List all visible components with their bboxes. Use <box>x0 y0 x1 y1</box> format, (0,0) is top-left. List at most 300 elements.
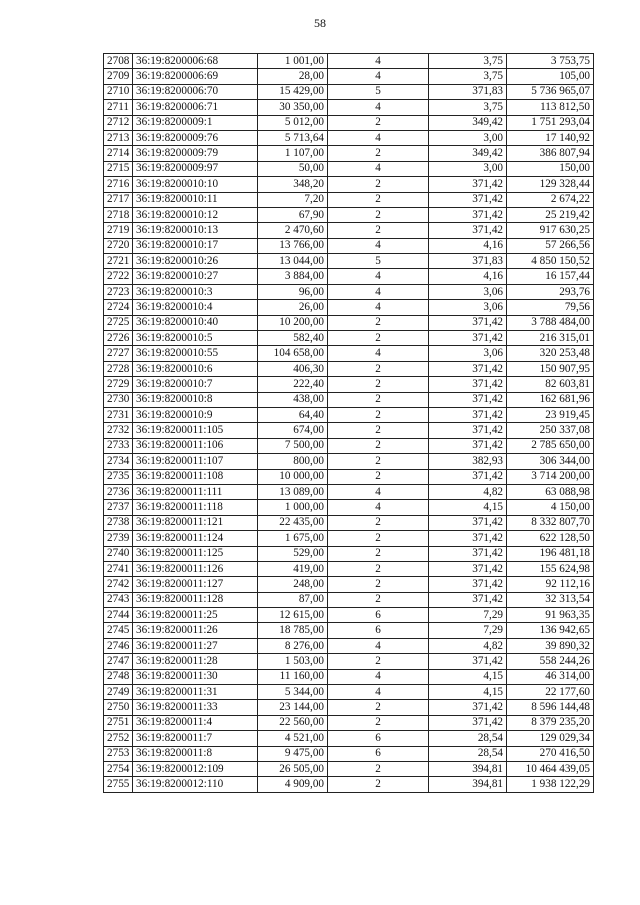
group-cell: 2 <box>328 392 429 407</box>
cadastral-number-cell: 36:19:8200011:111 <box>133 484 258 499</box>
cadastral-number-cell: 36:19:8200011:8 <box>133 746 258 761</box>
page-number: 58 <box>314 16 326 30</box>
area-cell: 222,40 <box>258 377 328 392</box>
table-row <box>104 315 594 330</box>
cadastral-number-cell: 36:19:8200011:124 <box>133 531 258 546</box>
specific-value-cell: 7,29 <box>429 608 507 623</box>
group-cell: 2 <box>328 361 429 376</box>
cadastral-value-cell: 293,76 <box>507 284 594 299</box>
specific-value-cell: 28,54 <box>429 746 507 761</box>
cadastral-value-cell: 57 266,56 <box>507 238 594 253</box>
area-cell: 13 766,00 <box>258 238 328 253</box>
cadastral-value-cell: 63 088,98 <box>507 484 594 499</box>
table-row <box>104 146 594 161</box>
cadastral-number-cell: 36:19:8200011:7 <box>133 731 258 746</box>
row-number-cell: 2711 <box>104 100 133 115</box>
area-cell: 1 675,00 <box>258 531 328 546</box>
group-cell: 2 <box>328 146 429 161</box>
group-cell: 2 <box>328 115 429 130</box>
area-cell: 3 884,00 <box>258 269 328 284</box>
specific-value-cell: 371,83 <box>429 254 507 269</box>
specific-value-cell: 371,42 <box>429 546 507 561</box>
cadastral-number-cell: 36:19:8200010:4 <box>133 300 258 315</box>
cadastral-number-cell: 36:19:8200010:17 <box>133 238 258 253</box>
group-cell: 2 <box>328 577 429 592</box>
specific-value-cell: 4,16 <box>429 269 507 284</box>
specific-value-cell: 349,42 <box>429 115 507 130</box>
specific-value-cell: 394,81 <box>429 777 507 792</box>
specific-value-cell: 371,42 <box>429 177 507 192</box>
table-row <box>104 438 594 453</box>
row-number-cell: 2738 <box>104 515 133 530</box>
area-cell: 22 435,00 <box>258 515 328 530</box>
area-cell: 1 001,00 <box>258 54 328 69</box>
cadastral-number-cell: 36:19:8200006:71 <box>133 100 258 115</box>
row-number-cell: 2748 <box>104 669 133 684</box>
cadastral-value-cell: 8 596 144,48 <box>507 700 594 715</box>
row-number-cell: 2743 <box>104 592 133 607</box>
row-number-cell: 2714 <box>104 146 133 161</box>
cadastral-number-cell: 36:19:8200010:5 <box>133 331 258 346</box>
row-number-cell: 2735 <box>104 469 133 484</box>
cadastral-number-cell: 36:19:8200011:28 <box>133 654 258 669</box>
specific-value-cell: 349,42 <box>429 146 507 161</box>
area-cell: 96,00 <box>258 284 328 299</box>
cadastral-value-cell: 917 630,25 <box>507 223 594 238</box>
group-cell: 2 <box>328 223 429 238</box>
cadastral-number-cell: 36:19:8200011:126 <box>133 561 258 576</box>
area-cell: 348,20 <box>258 177 328 192</box>
group-cell: 4 <box>328 54 429 69</box>
cadastral-number-cell: 36:19:8200011:121 <box>133 515 258 530</box>
cadastral-number-cell: 36:19:8200011:125 <box>133 546 258 561</box>
group-cell: 2 <box>328 715 429 730</box>
cadastral-number-cell: 36:19:8200011:118 <box>133 500 258 515</box>
group-cell: 2 <box>328 192 429 207</box>
cadastral-number-cell: 36:19:8200011:33 <box>133 700 258 715</box>
area-cell: 22 560,00 <box>258 715 328 730</box>
area-cell: 28,00 <box>258 69 328 84</box>
table-row <box>104 254 594 269</box>
specific-value-cell: 371,42 <box>429 438 507 453</box>
area-cell: 582,40 <box>258 331 328 346</box>
row-number-cell: 2737 <box>104 500 133 515</box>
specific-value-cell: 371,42 <box>429 715 507 730</box>
cadastral-value-cell: 155 624,98 <box>507 561 594 576</box>
group-cell: 2 <box>328 331 429 346</box>
cadastral-value-cell: 16 157,44 <box>507 269 594 284</box>
cadastral-value-cell: 3 753,75 <box>507 54 594 69</box>
table-row <box>104 608 594 623</box>
group-cell: 5 <box>328 84 429 99</box>
cadastral-number-cell: 36:19:8200011:107 <box>133 454 258 469</box>
area-cell: 23 144,00 <box>258 700 328 715</box>
area-cell: 419,00 <box>258 561 328 576</box>
group-cell: 2 <box>328 515 429 530</box>
cadastral-number-cell: 36:19:8200011:106 <box>133 438 258 453</box>
row-number-cell: 2716 <box>104 177 133 192</box>
cadastral-number-cell: 36:19:8200010:9 <box>133 407 258 422</box>
table-row <box>104 300 594 315</box>
group-cell: 2 <box>328 700 429 715</box>
area-cell: 26,00 <box>258 300 328 315</box>
table-row <box>104 531 594 546</box>
group-cell: 6 <box>328 746 429 761</box>
area-cell: 87,00 <box>258 592 328 607</box>
cadastral-number-cell: 36:19:8200010:10 <box>133 177 258 192</box>
table-row <box>104 69 594 84</box>
area-cell: 67,90 <box>258 207 328 222</box>
cadastral-value-cell: 4 150,00 <box>507 500 594 515</box>
area-cell: 1 000,00 <box>258 500 328 515</box>
specific-value-cell: 371,42 <box>429 515 507 530</box>
area-cell: 8 276,00 <box>258 638 328 653</box>
specific-value-cell: 4,15 <box>429 685 507 700</box>
row-number-cell: 2725 <box>104 315 133 330</box>
row-number-cell: 2740 <box>104 546 133 561</box>
specific-value-cell: 371,42 <box>429 392 507 407</box>
group-cell: 2 <box>328 177 429 192</box>
area-cell: 11 160,00 <box>258 669 328 684</box>
row-number-cell: 2731 <box>104 407 133 422</box>
specific-value-cell: 4,15 <box>429 669 507 684</box>
area-cell: 104 658,00 <box>258 346 328 361</box>
table-row <box>104 54 594 69</box>
row-number-cell: 2708 <box>104 54 133 69</box>
cadastral-value-cell: 196 481,18 <box>507 546 594 561</box>
group-cell: 2 <box>328 654 429 669</box>
specific-value-cell: 371,42 <box>429 423 507 438</box>
cadastral-value-cell: 23 919,45 <box>507 407 594 422</box>
specific-value-cell: 4,16 <box>429 238 507 253</box>
table-row <box>104 577 594 592</box>
group-cell: 6 <box>328 608 429 623</box>
cadastral-value-cell: 82 603,81 <box>507 377 594 392</box>
row-number-cell: 2715 <box>104 161 133 176</box>
row-number-cell: 2712 <box>104 115 133 130</box>
cadastral-value-cell: 386 807,94 <box>507 146 594 161</box>
cadastral-number-cell: 36:19:8200012:110 <box>133 777 258 792</box>
cadastral-number-cell: 36:19:8200012:109 <box>133 761 258 776</box>
cadastral-number-cell: 36:19:8200010:55 <box>133 346 258 361</box>
table-row <box>104 207 594 222</box>
cadastral-number-cell: 36:19:8200010:7 <box>133 377 258 392</box>
specific-value-cell: 371,83 <box>429 84 507 99</box>
table-body <box>104 54 594 793</box>
cadastral-value-cell: 22 177,60 <box>507 685 594 700</box>
cadastral-value-cell: 17 140,92 <box>507 130 594 145</box>
cadastral-value-cell: 10 464 439,05 <box>507 761 594 776</box>
table-row <box>104 685 594 700</box>
group-cell: 2 <box>328 315 429 330</box>
area-cell: 30 350,00 <box>258 100 328 115</box>
cadastral-value-cell: 129 029,34 <box>507 731 594 746</box>
specific-value-cell: 3,75 <box>429 100 507 115</box>
table-row <box>104 192 594 207</box>
cadastral-number-cell: 36:19:8200010:11 <box>133 192 258 207</box>
cadastral-number-cell: 36:19:8200006:68 <box>133 54 258 69</box>
cadastral-value-cell: 129 328,44 <box>507 177 594 192</box>
specific-value-cell: 3,06 <box>429 300 507 315</box>
group-cell: 4 <box>328 284 429 299</box>
cadastral-number-cell: 36:19:8200011:128 <box>133 592 258 607</box>
row-number-cell: 2747 <box>104 654 133 669</box>
group-cell: 2 <box>328 761 429 776</box>
row-number-cell: 2734 <box>104 454 133 469</box>
group-cell: 2 <box>328 777 429 792</box>
area-cell: 5 344,00 <box>258 685 328 700</box>
row-number-cell: 2721 <box>104 254 133 269</box>
group-cell: 2 <box>328 423 429 438</box>
row-number-cell: 2727 <box>104 346 133 361</box>
cadastral-value-cell: 8 332 807,70 <box>507 515 594 530</box>
group-cell: 4 <box>328 69 429 84</box>
area-cell: 26 505,00 <box>258 761 328 776</box>
group-cell: 4 <box>328 238 429 253</box>
group-cell: 5 <box>328 254 429 269</box>
cadastral-value-cell: 270 416,50 <box>507 746 594 761</box>
table-row <box>104 669 594 684</box>
area-cell: 438,00 <box>258 392 328 407</box>
area-cell: 1 503,00 <box>258 654 328 669</box>
group-cell: 4 <box>328 685 429 700</box>
specific-value-cell: 394,81 <box>429 761 507 776</box>
row-number-cell: 2742 <box>104 577 133 592</box>
table-row <box>104 377 594 392</box>
row-number-cell: 2754 <box>104 761 133 776</box>
area-cell: 674,00 <box>258 423 328 438</box>
table-row <box>104 500 594 515</box>
group-cell: 4 <box>328 669 429 684</box>
row-number-cell: 2751 <box>104 715 133 730</box>
group-cell: 4 <box>328 300 429 315</box>
area-cell: 10 200,00 <box>258 315 328 330</box>
area-cell: 9 475,00 <box>258 746 328 761</box>
group-cell: 4 <box>328 161 429 176</box>
table-row <box>104 454 594 469</box>
cadastral-value-cell: 25 219,42 <box>507 207 594 222</box>
area-cell: 529,00 <box>258 546 328 561</box>
specific-value-cell: 371,42 <box>429 592 507 607</box>
specific-value-cell: 371,42 <box>429 331 507 346</box>
table-row <box>104 654 594 669</box>
table-row <box>104 761 594 776</box>
group-cell: 2 <box>328 531 429 546</box>
cadastral-value-cell: 5 736 965,07 <box>507 84 594 99</box>
specific-value-cell: 3,00 <box>429 161 507 176</box>
group-cell: 4 <box>328 269 429 284</box>
specific-value-cell: 4,82 <box>429 484 507 499</box>
table-row <box>104 592 594 607</box>
row-number-cell: 2720 <box>104 238 133 253</box>
row-number-cell: 2724 <box>104 300 133 315</box>
cadastral-number-cell: 36:19:8200010:12 <box>133 207 258 222</box>
cadastral-number-cell: 36:19:8200010:6 <box>133 361 258 376</box>
cadastral-value-cell: 136 942,65 <box>507 623 594 638</box>
row-number-cell: 2719 <box>104 223 133 238</box>
area-cell: 64,40 <box>258 407 328 422</box>
table-row <box>104 84 594 99</box>
specific-value-cell: 371,42 <box>429 315 507 330</box>
group-cell: 2 <box>328 561 429 576</box>
row-number-cell: 2753 <box>104 746 133 761</box>
cadastral-number-cell: 36:19:8200011:25 <box>133 608 258 623</box>
cadastral-number-cell: 36:19:8200006:69 <box>133 69 258 84</box>
row-number-cell: 2744 <box>104 608 133 623</box>
row-number-cell: 2722 <box>104 269 133 284</box>
row-number-cell: 2729 <box>104 377 133 392</box>
table-row <box>104 115 594 130</box>
specific-value-cell: 3,06 <box>429 284 507 299</box>
area-cell: 13 089,00 <box>258 484 328 499</box>
cadastral-value-cell: 306 344,00 <box>507 454 594 469</box>
cadastral-number-cell: 36:19:8200011:108 <box>133 469 258 484</box>
cadastral-value-cell: 622 128,50 <box>507 531 594 546</box>
cadastral-number-cell: 36:19:8200011:27 <box>133 638 258 653</box>
area-cell: 50,00 <box>258 161 328 176</box>
cadastral-value-cell: 1 751 293,04 <box>507 115 594 130</box>
table-row <box>104 469 594 484</box>
group-cell: 2 <box>328 469 429 484</box>
row-number-cell: 2710 <box>104 84 133 99</box>
cadastral-number-cell: 36:19:8200010:27 <box>133 269 258 284</box>
specific-value-cell: 382,93 <box>429 454 507 469</box>
cadastral-number-cell: 36:19:8200011:105 <box>133 423 258 438</box>
row-number-cell: 2752 <box>104 731 133 746</box>
row-number-cell: 2728 <box>104 361 133 376</box>
table-row <box>104 484 594 499</box>
group-cell: 4 <box>328 484 429 499</box>
cadastral-value-cell: 3 788 484,00 <box>507 315 594 330</box>
area-cell: 13 044,00 <box>258 254 328 269</box>
cadastral-number-cell: 36:19:8200010:13 <box>133 223 258 238</box>
group-cell: 2 <box>328 592 429 607</box>
area-cell: 800,00 <box>258 454 328 469</box>
cadastral-number-cell: 36:19:8200011:26 <box>133 623 258 638</box>
cadastral-value-cell: 250 337,08 <box>507 423 594 438</box>
cadastral-value-cell: 8 379 235,20 <box>507 715 594 730</box>
group-cell: 4 <box>328 346 429 361</box>
specific-value-cell: 371,42 <box>429 561 507 576</box>
specific-value-cell: 371,42 <box>429 361 507 376</box>
cadastral-number-cell: 36:19:8200010:26 <box>133 254 258 269</box>
specific-value-cell: 371,42 <box>429 700 507 715</box>
group-cell: 4 <box>328 500 429 515</box>
table-row <box>104 100 594 115</box>
table-row <box>104 515 594 530</box>
specific-value-cell: 4,15 <box>429 500 507 515</box>
area-cell: 406,30 <box>258 361 328 376</box>
table-row <box>104 561 594 576</box>
cadastral-value-cell: 92 112,16 <box>507 577 594 592</box>
row-number-cell: 2732 <box>104 423 133 438</box>
area-cell: 5 012,00 <box>258 115 328 130</box>
row-number-cell: 2726 <box>104 331 133 346</box>
table-row <box>104 269 594 284</box>
specific-value-cell: 28,54 <box>429 731 507 746</box>
area-cell: 18 785,00 <box>258 623 328 638</box>
specific-value-cell: 371,42 <box>429 469 507 484</box>
row-number-cell: 2730 <box>104 392 133 407</box>
table-row <box>104 331 594 346</box>
cadastral-number-cell: 36:19:8200010:3 <box>133 284 258 299</box>
specific-value-cell: 3,75 <box>429 54 507 69</box>
table-row <box>104 546 594 561</box>
area-cell: 2 470,60 <box>258 223 328 238</box>
row-number-cell: 2741 <box>104 561 133 576</box>
table-row <box>104 177 594 192</box>
row-number-cell: 2713 <box>104 130 133 145</box>
group-cell: 2 <box>328 207 429 222</box>
table-row <box>104 423 594 438</box>
cadastral-value-cell: 558 244,26 <box>507 654 594 669</box>
cadastral-number-cell: 36:19:8200011:31 <box>133 685 258 700</box>
group-cell: 6 <box>328 731 429 746</box>
area-cell: 4 909,00 <box>258 777 328 792</box>
cadastral-value-cell: 216 315,01 <box>507 331 594 346</box>
cadastral-value-cell: 91 963,35 <box>507 608 594 623</box>
cadastral-number-cell: 36:19:8200006:70 <box>133 84 258 99</box>
area-cell: 15 429,00 <box>258 84 328 99</box>
row-number-cell: 2709 <box>104 69 133 84</box>
cadastral-value-cell: 2 674,22 <box>507 192 594 207</box>
table-row <box>104 700 594 715</box>
area-cell: 7 500,00 <box>258 438 328 453</box>
row-number-cell: 2733 <box>104 438 133 453</box>
cadastral-value-cell: 1 938 122,29 <box>507 777 594 792</box>
cadastral-value-cell: 79,56 <box>507 300 594 315</box>
table-row <box>104 161 594 176</box>
group-cell: 2 <box>328 454 429 469</box>
table-row <box>104 777 594 792</box>
group-cell: 4 <box>328 638 429 653</box>
row-number-cell: 2736 <box>104 484 133 499</box>
cadastral-value-cell: 105,00 <box>507 69 594 84</box>
row-number-cell: 2739 <box>104 531 133 546</box>
area-cell: 12 615,00 <box>258 608 328 623</box>
cadastral-number-cell: 36:19:8200009:1 <box>133 115 258 130</box>
row-number-cell: 2718 <box>104 207 133 222</box>
group-cell: 2 <box>328 438 429 453</box>
cadastral-value-cell: 32 313,54 <box>507 592 594 607</box>
group-cell: 2 <box>328 546 429 561</box>
cadastral-value-cell: 3 714 200,00 <box>507 469 594 484</box>
row-number-cell: 2749 <box>104 685 133 700</box>
cadastral-value-cell: 46 314,00 <box>507 669 594 684</box>
specific-value-cell: 3,75 <box>429 69 507 84</box>
table-row <box>104 223 594 238</box>
row-number-cell: 2750 <box>104 700 133 715</box>
cadastral-value-table <box>103 53 594 793</box>
specific-value-cell: 3,06 <box>429 346 507 361</box>
cadastral-number-cell: 36:19:8200010:40 <box>133 315 258 330</box>
cadastral-number-cell: 36:19:8200009:79 <box>133 146 258 161</box>
cadastral-value-cell: 2 785 650,00 <box>507 438 594 453</box>
row-number-cell: 2755 <box>104 777 133 792</box>
specific-value-cell: 371,42 <box>429 207 507 222</box>
row-number-cell: 2717 <box>104 192 133 207</box>
table-row <box>104 361 594 376</box>
row-number-cell: 2746 <box>104 638 133 653</box>
cadastral-value-cell: 320 253,48 <box>507 346 594 361</box>
cadastral-number-cell: 36:19:8200010:8 <box>133 392 258 407</box>
table-row <box>104 715 594 730</box>
cadastral-number-cell: 36:19:8200011:30 <box>133 669 258 684</box>
row-number-cell: 2723 <box>104 284 133 299</box>
table-row <box>104 746 594 761</box>
cadastral-number-cell: 36:19:8200011:127 <box>133 577 258 592</box>
specific-value-cell: 371,42 <box>429 654 507 669</box>
